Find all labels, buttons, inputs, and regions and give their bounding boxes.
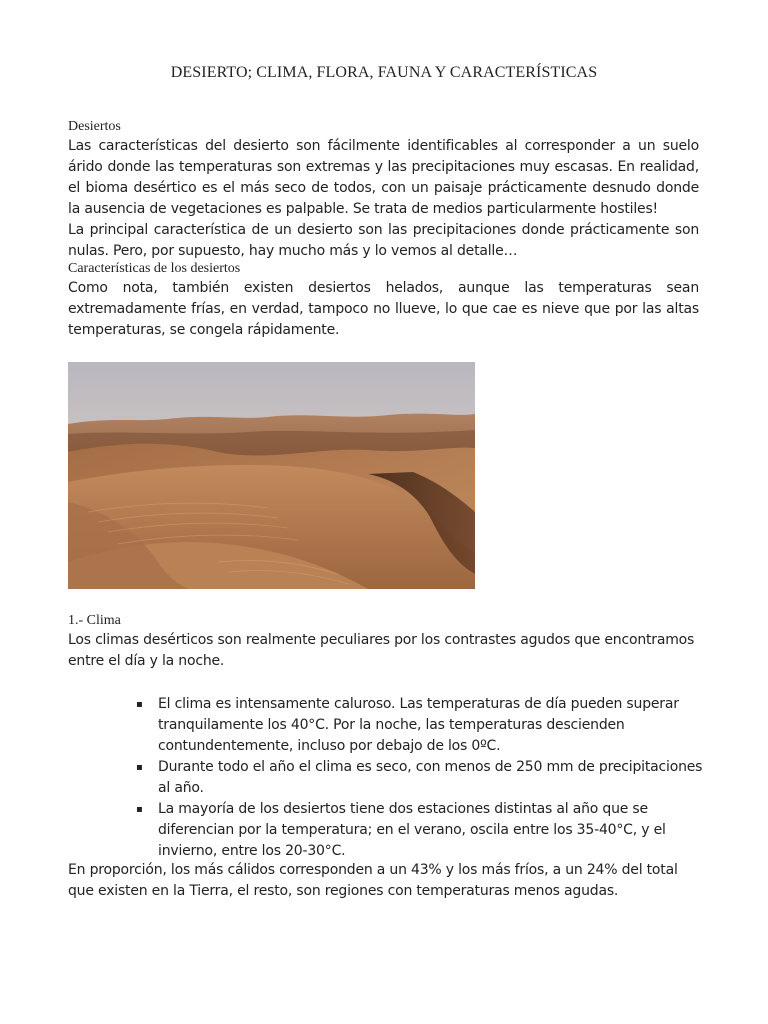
climate-bullet-list bbox=[136, 694, 706, 862]
paragraph: La principal característica de un desierto son las precipitaciones donde prácticamente son nulas. Pero, por supuesto, hay mucho más y lo vemos al detalle… bbox=[68, 222, 699, 259]
section-clima bbox=[68, 612, 699, 672]
bullet-marker: ▪ bbox=[136, 699, 143, 710]
list-item-text: Durante todo el año el clima es seco, con menos de 250 mm de precipitaciones al año. bbox=[158, 759, 703, 796]
section-clima-closing bbox=[68, 860, 699, 902]
desert-dunes-photo bbox=[68, 362, 475, 589]
list-item-text: La mayoría de los desiertos tiene dos estaciones distintas al año que se diferencian por la temperatura; en el verano, oscila entre los 35-40°C, y el invierno, entre los 20-30°C. bbox=[158, 801, 666, 859]
paragraph: Como nota, también existen desiertos helados, aunque las temperaturas sean extremadamente frías, en verdad, tampoco no llueve, lo que cae es nieve que por las altas temperaturas, se congela rápidamente. bbox=[68, 280, 699, 338]
bullet-marker: ▪ bbox=[136, 804, 143, 815]
paragraph: Las características del desierto son fácilmente identificables al corresponder a un suelo árido donde las temperaturas son extremas y las precipitaciones muy escasas. En realidad, el bioma desértico es el más seco de todos, con un paisaje prácticamente desnudo donde la ausencia de vegetaciones es palpable. Se trata de medios particularmente hostiles! bbox=[68, 138, 699, 217]
bullet-marker: ▪ bbox=[136, 762, 143, 773]
section-caracteristicas bbox=[68, 260, 699, 341]
list-item bbox=[136, 694, 706, 757]
section-heading-desiertos: Desiertos bbox=[68, 119, 121, 134]
document-title: DESIERTO; CLIMA, FLORA, FAUNA Y CARACTERÍSTICAS bbox=[170, 64, 598, 81]
section-desiertos bbox=[68, 118, 699, 262]
list-item bbox=[136, 757, 706, 799]
paragraph: En proporción, los más cálidos corresponden a un 43% y los más fríos, a un 24% del total que existen en la Tierra, el resto, son regiones con temperaturas menos agudas. bbox=[68, 862, 678, 899]
list-item bbox=[136, 799, 706, 862]
list-item-text: El clima es intensamente caluroso. Las temperaturas de día pueden superar tranquilamente los 40°C. Por la noche, las temperaturas descienden contundentemente, incluso por debajo de los 0ºC. bbox=[158, 696, 679, 754]
section-heading-caracteristicas: Características de los desiertos bbox=[68, 261, 241, 276]
paragraph: Los climas desérticos son realmente peculiares por los contrastes agudos que encontramos entre el día y la noche. bbox=[68, 632, 695, 669]
section-heading-clima: 1.- Clima bbox=[68, 613, 121, 628]
